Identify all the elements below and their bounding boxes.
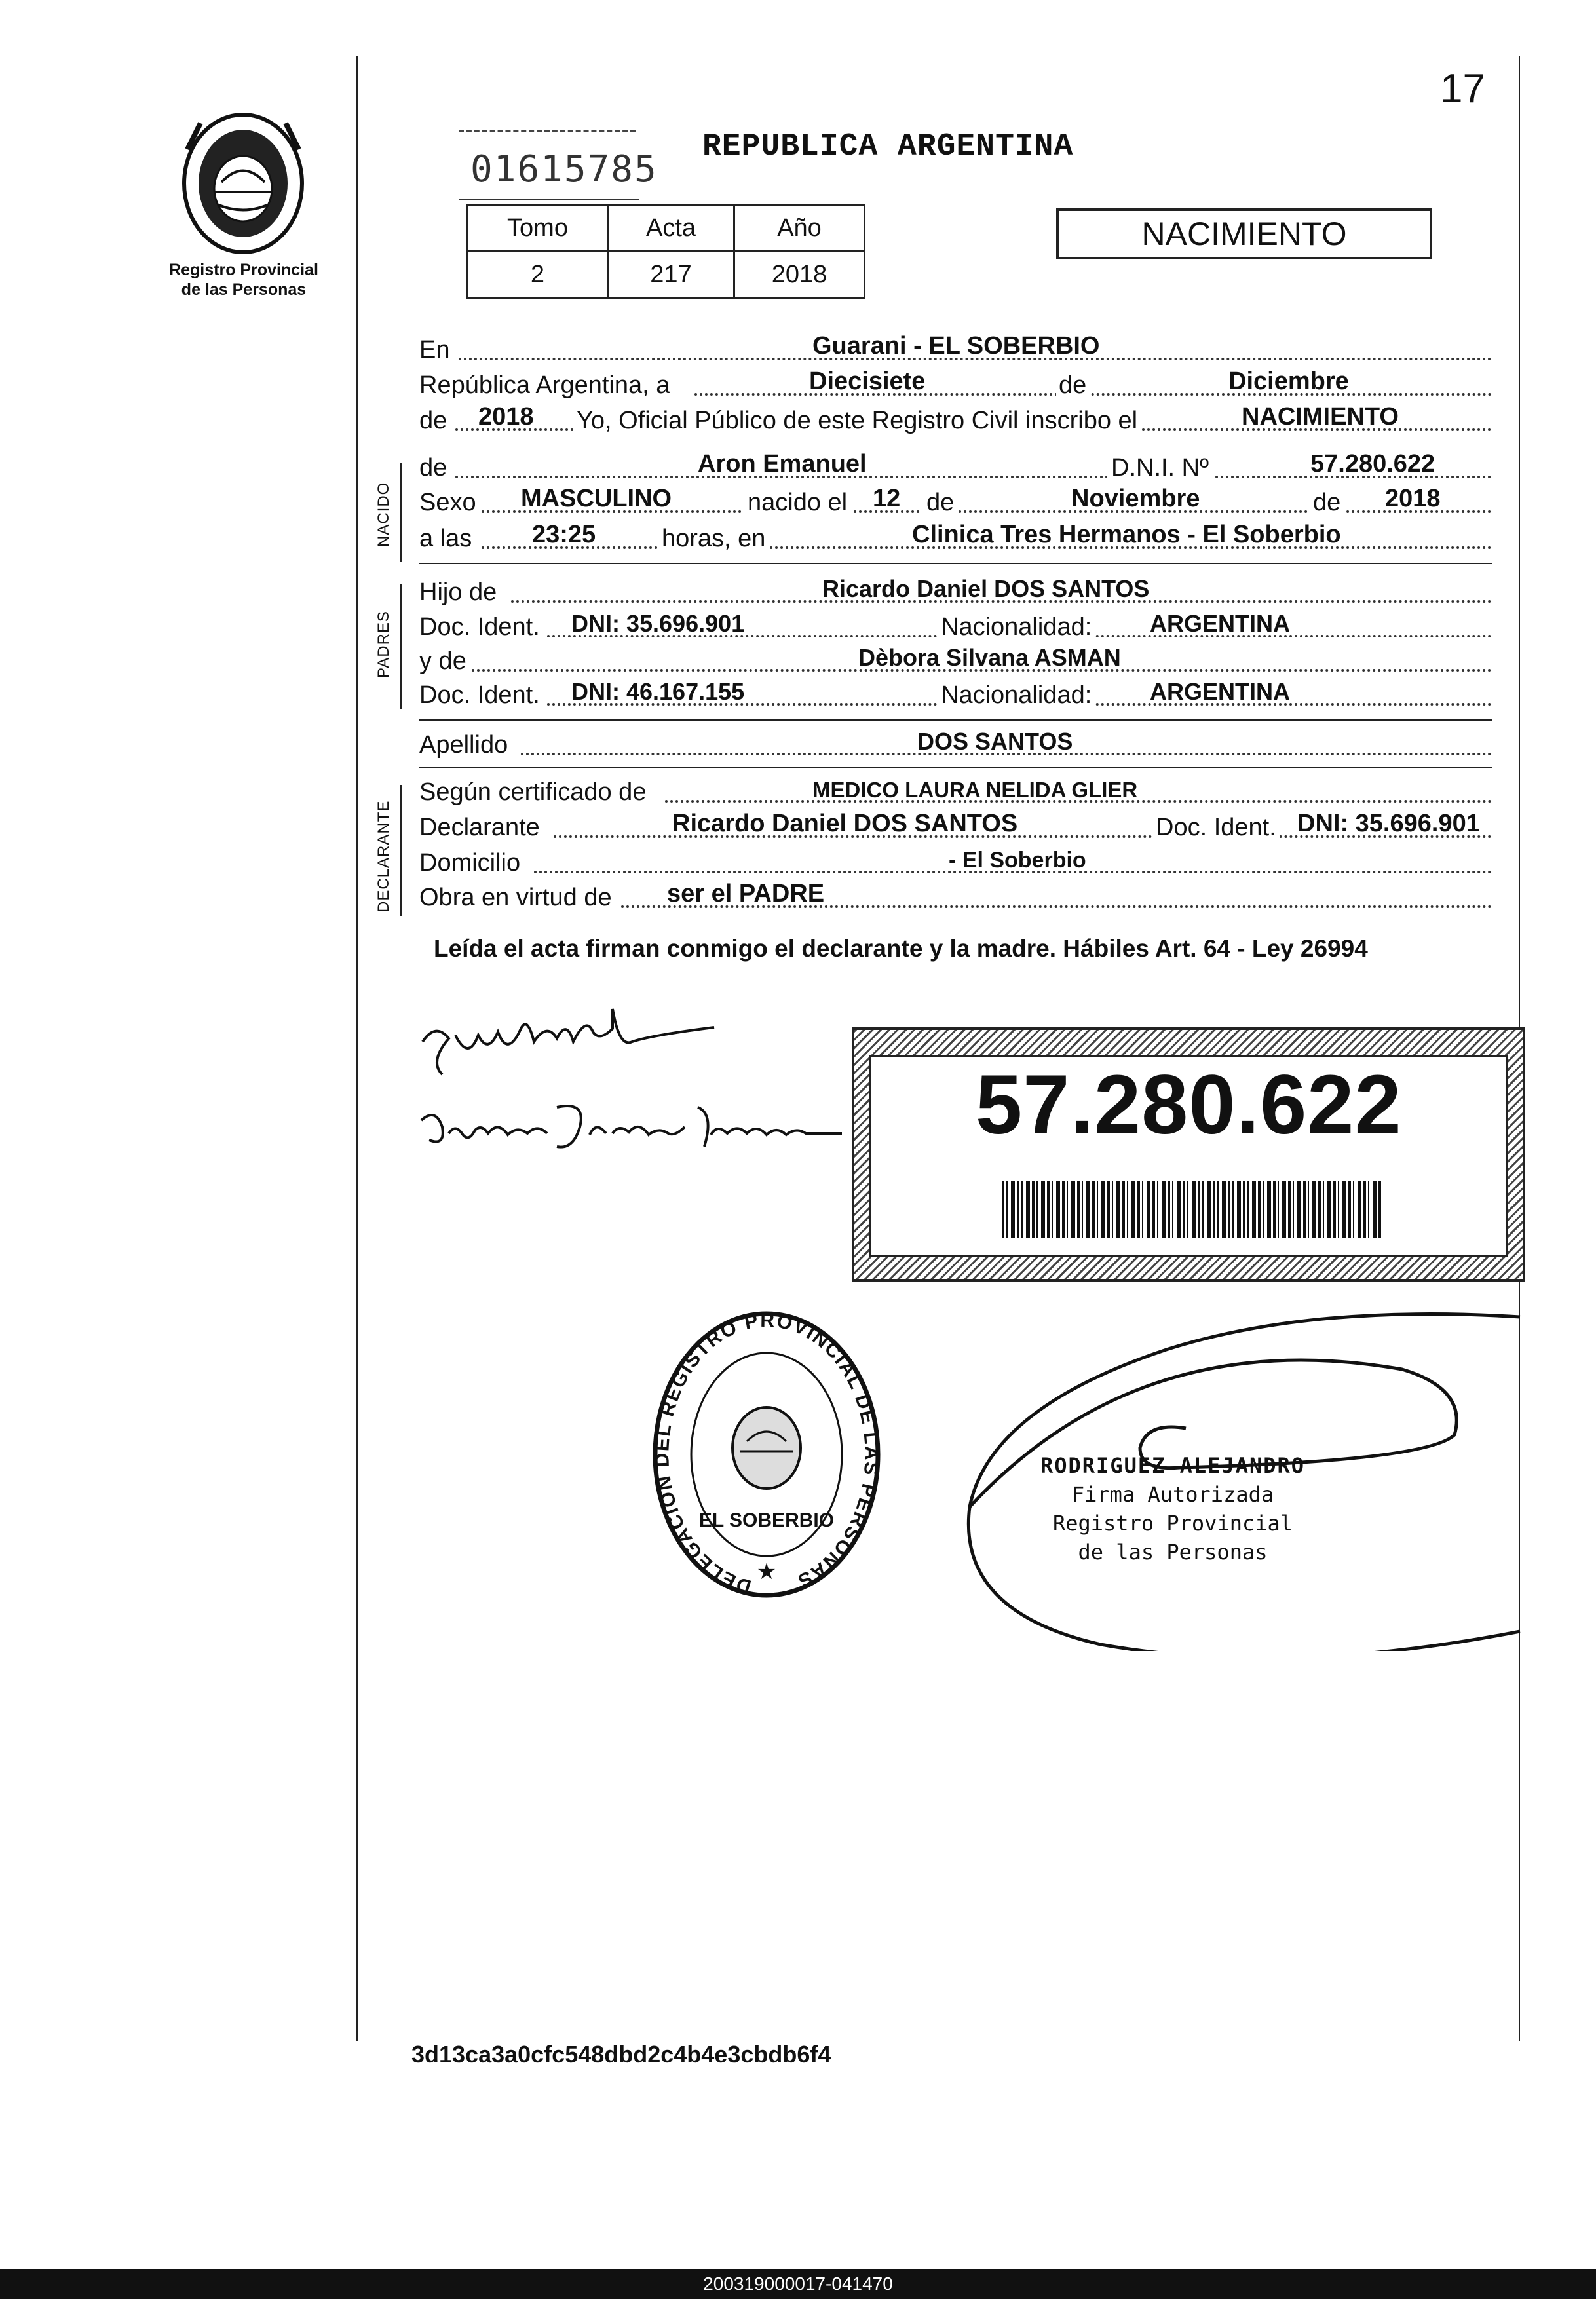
agency-caption-line-1: Registro Provincial xyxy=(169,261,318,279)
nacido-bracket xyxy=(400,463,402,562)
cert-label: Según certificado de xyxy=(419,778,647,806)
agency-caption xyxy=(152,260,335,299)
declarante-doc: DNI: 35.696.901 xyxy=(1297,810,1480,837)
footer-bar xyxy=(0,2269,1596,2299)
svg-text:★: ★ xyxy=(756,1559,777,1584)
de-label: de xyxy=(1056,371,1089,400)
day-value: Diecisiete xyxy=(809,368,926,395)
seal-center-text: EL SOBERBIO xyxy=(698,1510,835,1531)
closing-text: Leída el acta firman conmigo el declarante y la madre. Hábiles Art. 64 - Ley 26994 xyxy=(434,935,1368,962)
left-margin-line xyxy=(356,56,358,2041)
obra-label: Obra en virtud de xyxy=(419,884,612,911)
dni-sticker-number: 57.280.622 xyxy=(976,1058,1402,1152)
mother-nat: ARGENTINA xyxy=(1150,678,1290,705)
row-obra xyxy=(419,882,1492,915)
month-value: Diciembre xyxy=(1228,368,1349,395)
row-cert xyxy=(419,776,1492,809)
mother-doc: DNI: 46.167.155 xyxy=(571,678,745,705)
declarante-value: Ricardo Daniel DOS SANTOS xyxy=(672,810,1018,837)
row-name xyxy=(419,452,1492,485)
year-prefix: de xyxy=(419,407,447,434)
nacido-label: nacido el xyxy=(744,489,851,517)
name-label: de xyxy=(419,454,447,482)
birth-place: Clinica Tres Hermanos - El Soberbio xyxy=(912,521,1341,548)
de2-label: de xyxy=(922,489,958,517)
domicilio-value: - El Soberbio xyxy=(949,848,1086,873)
serial-bottom-rule xyxy=(459,199,639,200)
en-value: Guarani - EL SOBERBIO xyxy=(812,332,1100,360)
nac-label-1: Nacionalidad: xyxy=(937,613,1095,641)
inscribo-value: NACIMIENTO xyxy=(1242,403,1399,430)
sexo-label: Sexo xyxy=(419,489,476,516)
document-hash: 3d13ca3a0cfc548dbd2c4b4e3cbdb6f4 xyxy=(411,2041,831,2068)
value-anio: 2018 xyxy=(734,252,865,298)
dni-value: 57.280.622 xyxy=(1310,450,1435,478)
birth-day: 12 xyxy=(873,485,901,512)
act-type-box: NACIMIENTO xyxy=(1056,208,1432,259)
doc-label-2: Doc. Ident. xyxy=(419,681,540,709)
row-republica xyxy=(419,370,1492,402)
inscribo-text: Yo, Oficial Público de este Registro Civil inscribo el xyxy=(573,407,1141,435)
horas-label: horas, en xyxy=(658,525,769,553)
footer-code: 200319000017-041470 xyxy=(703,2273,893,2294)
official-name: RODRIGUEZ ALEJANDRO xyxy=(1040,1453,1306,1478)
header-acta: Acta xyxy=(608,205,734,252)
declarant-signature xyxy=(416,1002,717,1088)
birth-month: Noviembre xyxy=(1071,485,1200,512)
apellido-value: DOS SANTOS xyxy=(917,728,1073,755)
side-label-nacido: NACIDO xyxy=(375,482,392,547)
row-father xyxy=(419,577,1492,609)
official-agency-1: Registro Provincial xyxy=(1052,1511,1293,1536)
cert-value: MEDICO LAURA NELIDA GLIER xyxy=(812,778,1138,802)
seal-ring-text: DELEGACION DEL REGISTRO PROVINCIAL DE LAS PERSONAS xyxy=(651,1310,883,1598)
row-en xyxy=(419,334,1492,367)
official-title: Firma Autorizada xyxy=(1071,1482,1274,1507)
registry-seal xyxy=(649,1310,884,1612)
year-value: 2018 xyxy=(478,403,534,430)
dni-sticker xyxy=(852,1027,1525,1282)
official-stamp xyxy=(989,1451,1356,1567)
father-doc: DNI: 35.696.901 xyxy=(571,610,745,637)
row-domicilio xyxy=(419,847,1492,880)
name-value: Aron Emanuel xyxy=(698,450,867,478)
declarante-bracket xyxy=(400,785,402,916)
domicilio-label: Domicilio xyxy=(419,849,521,877)
mother-signature xyxy=(416,1088,848,1173)
serial-number: 01615785 xyxy=(470,148,658,191)
nacido-separator xyxy=(419,563,1492,564)
header-tomo: Tomo xyxy=(468,205,608,252)
obra-value: ser el PADRE xyxy=(667,880,825,907)
hijo-label: Hijo de xyxy=(419,579,497,606)
row-hora xyxy=(419,523,1492,556)
dni-sticker-inner xyxy=(869,1055,1508,1257)
de3-label: de xyxy=(1309,489,1344,517)
doc-label-3: Doc. Ident. xyxy=(1152,814,1280,842)
father-name: Ricardo Daniel DOS SANTOS xyxy=(822,575,1150,602)
official-agency-2: de las Personas xyxy=(1078,1540,1268,1565)
row-apellido xyxy=(419,729,1492,762)
row-sexo xyxy=(419,487,1492,520)
row-mother-doc xyxy=(419,679,1492,712)
header-anio: Año xyxy=(734,205,865,252)
value-tomo: 2 xyxy=(468,252,608,298)
dni-sticker-barcode xyxy=(1002,1181,1382,1238)
row-father-doc xyxy=(419,611,1492,644)
alas-label: a las xyxy=(419,525,472,552)
side-label-declarante: DECLARANTE xyxy=(375,800,392,913)
row-declarante xyxy=(419,812,1492,845)
doc-label-1: Doc. Ident. xyxy=(419,613,540,641)
padres-bracket xyxy=(400,584,402,709)
yde-label: y de xyxy=(419,647,466,675)
apellido-label: Apellido xyxy=(419,731,508,759)
nac-label-2: Nacionalidad: xyxy=(937,681,1095,710)
value-acta: 217 xyxy=(608,252,734,298)
padres-separator xyxy=(419,719,1492,721)
agency-caption-line-2: de las Personas xyxy=(181,280,307,299)
page-number: 17 xyxy=(1440,66,1485,111)
apellido-separator xyxy=(419,767,1492,768)
country-title: REPUBLICA ARGENTINA xyxy=(702,129,1074,164)
row-inscribo xyxy=(419,405,1492,438)
sexo-value: MASCULINO xyxy=(521,485,672,512)
father-nat: ARGENTINA xyxy=(1150,610,1290,637)
serial-top-rule xyxy=(459,130,636,132)
dni-label: D.N.I. Nº xyxy=(1107,454,1213,482)
republica-label: República Argentina, a xyxy=(419,371,670,399)
birth-year: 2018 xyxy=(1385,485,1441,512)
agency-logo xyxy=(176,110,311,257)
birth-time: 23:25 xyxy=(532,521,596,548)
en-label: En xyxy=(419,336,450,364)
declarante-label: Declarante xyxy=(419,814,540,841)
row-mother xyxy=(419,645,1492,678)
mother-name: Dèbora Silvana ASMAN xyxy=(858,644,1121,671)
register-table xyxy=(466,204,865,299)
side-label-padres: PADRES xyxy=(375,611,392,678)
